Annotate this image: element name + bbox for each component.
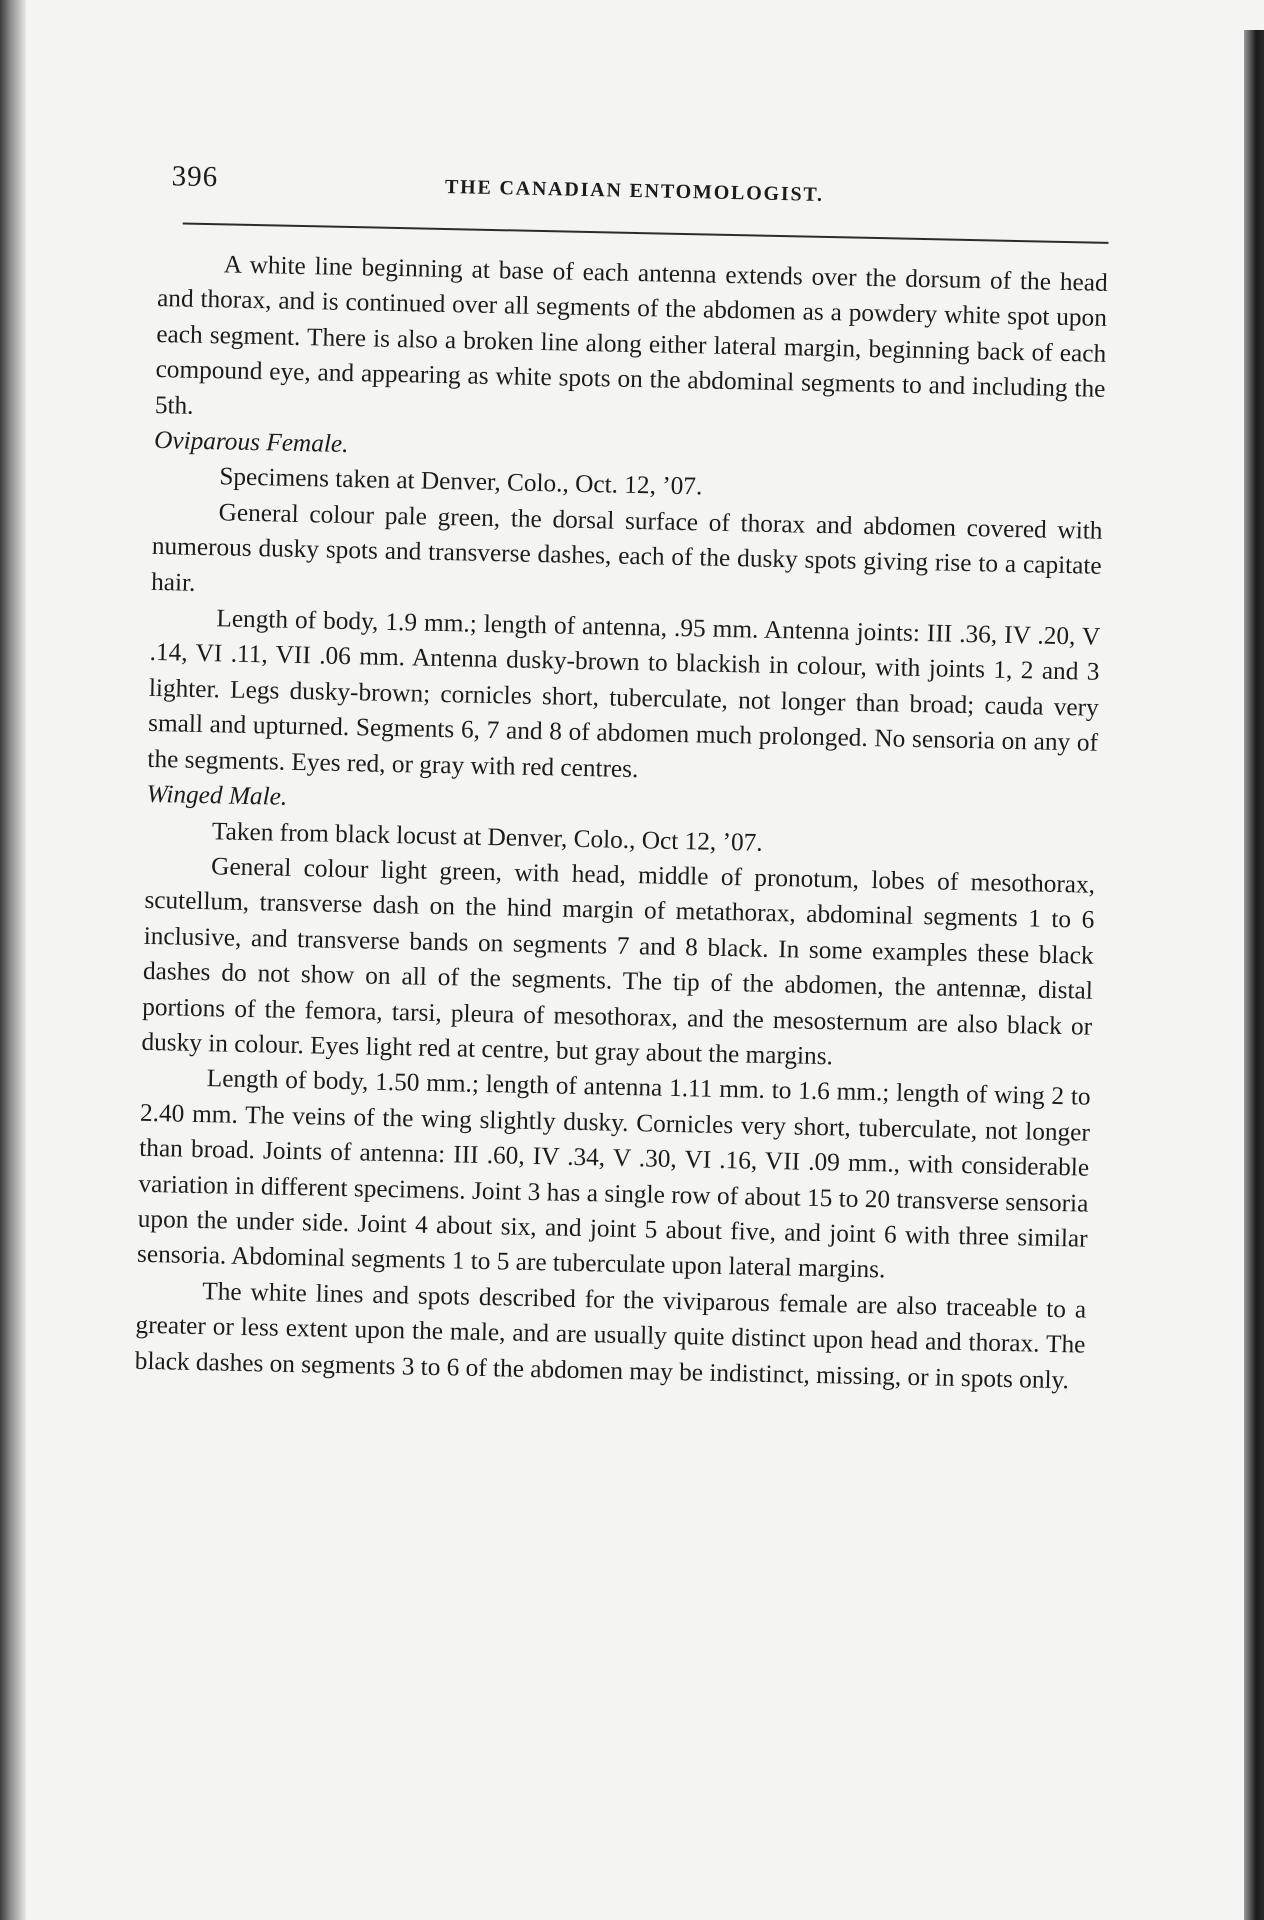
running-head: THE CANADIAN ENTOMOLOGIST. [444, 175, 825, 206]
header-rule [183, 222, 1109, 243]
paragraph-male-white-lines: The white lines and spots described for the viviparous female are also traceable to a greater or less extent upon the male, and are usually quite distinct upon head and thorax. The black dashes on segments 3 to 6 of the abdomen may be indistinct, missing, or in spots only. [134, 1276, 1087, 1394]
section-heading-winged-male: Winged Male. [146, 779, 288, 811]
paragraph-male-specimens: Taken from black locust at Denver, Colo., Oct 12, ’07. [211, 816, 763, 857]
page-left-edge-shadow [0, 0, 26, 1920]
paragraph-male-measurements: Length of body, 1.50 mm.; length of antenna 1.11 mm. to 1.6 mm.; length of wing 2 to 2.40 mm. The veins of the wing slightly dusky. Cornicles very short, tuberculate, not longer than broad. Joints of antenna: III .60, IV .34, V .30, VI .16, VII .09 mm., with considerable variation in different specimens. Joint 3 has a single row of about 15 to 20 transverse sensoria upon the under side. Joint 4 about six, and joint 5 about five, and joint 6 with three similar sensoria. Abdominal segments 1 to 5 are tuberculate upon lateral margins. [136, 1064, 1091, 1284]
paragraph-female-measurements: Length of body, 1.9 mm.; length of antenna, .95 mm. Antenna joints: III .36, IV .20, V .14, VI .11, VII .06 mm. Antenna dusky-brown to blackish in colour, with joints 1, 2 and 3 lighter. Legs dusky-brown; cornicles short, tuberculate, not longer than broad; cauda very small and upturned. Segments 6, 7 and 8 of abdomen much prolonged. No sensoria on any of the segments. Eyes red, or gray with red centres. [147, 604, 1101, 783]
page-number: 396 [171, 160, 219, 194]
paragraph-female-specimens: Specimens taken at Denver, Colo., Oct. 12, ’07. [219, 462, 703, 501]
section-heading-oviparous-female: Oviparous Female. [153, 425, 349, 459]
paragraph-female-colour: General colour pale green, the dorsal surface of thorax and abdomen covered with numerous dusky spots and transverse dashes, each of the dusky spots giving rise to a capitate hair. [150, 498, 1103, 597]
page-content [126, 160, 1109, 1780]
paragraph-male-colour: General colour light green, with head, middle of pronotum, lobes of mesothorax, scutellum, transverse dash on the hind margin of metathorax, abdominal segments 1 to 6 inclusive, and transverse bands on segments 7 and 8 black. In some examples these black dashes do not show on all of the segments. The tip of the abdomen, the antennæ, distal portions of the femora, tarsi, pleura of mesothorax, and the mesosternum are also black or dusky in colour. Eyes light red at centre, but gray about the margins. [141, 852, 1096, 1071]
page-header [159, 160, 1110, 246]
body-text [134, 246, 1108, 1399]
paragraph-white-line: A white line beginning at base of each antenna extends over the dorsum of the head and thorax, and is continued over all segments of the abdomen as a powdery white spot upon each segment. There is also a broken line along either lateral margin, beginning back of each compound eye, and appearing as white spots on the abdominal segments to and including the 5th. [154, 250, 1108, 420]
page-right-edge-binding [1244, 30, 1264, 1920]
